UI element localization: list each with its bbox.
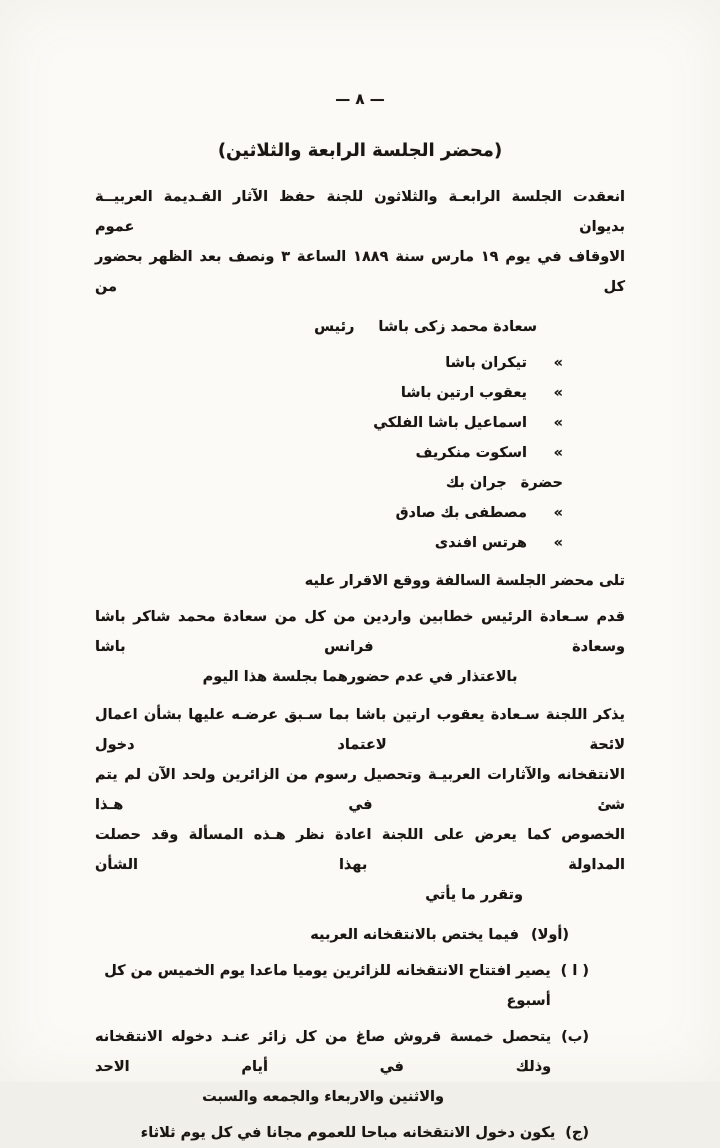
attendee-row (95, 408, 563, 438)
page-content (95, 0, 625, 1148)
reminder-paragraph (95, 700, 625, 910)
attendee-name: هرتس افندى (434, 535, 527, 551)
attendee-row (95, 348, 563, 378)
attendees-list (95, 348, 625, 558)
resolution-heading (95, 920, 569, 950)
attendee-row (95, 528, 563, 558)
ditto-mark: « (553, 415, 563, 431)
apologies-line-1: قدم سـعادة الرئيس خطابين واردين من كل من سعادة محمد شاكر باشا وسعادة فرانس باشا (95, 609, 625, 655)
minutes-approval-line: تلى محضر الجلسة السالفة ووقع الاقرار عليه (304, 573, 625, 589)
attendee-name: مصطفى بك صادق (395, 505, 527, 521)
item-body (95, 956, 551, 1016)
page-number: — ٨ — (335, 90, 385, 108)
resolution-item-c (95, 1118, 589, 1148)
attendee-row (95, 498, 563, 528)
ditto-mark: « (553, 535, 563, 551)
resolution-heading-text: فيما يختص بالانتقخانه العربيه (310, 927, 519, 943)
ditto-mark: « (553, 505, 563, 521)
ditto-mark: « (553, 355, 563, 371)
reminder-line-3: الخصوص كما يعرض على اللجنة اعادة نظر هـذه المسألة وقد حصلت المداولة بهذا الشأن (95, 827, 625, 873)
president-role: رئيس (314, 319, 355, 335)
item-marker: ( ا ) (560, 963, 589, 979)
attendee-row (95, 438, 563, 468)
item-text: يصير افتتاح الانتقخانه للزائرين يوميا ماعدا يوم الخميس من كل أسبوع (104, 963, 551, 1009)
attendee-row (95, 468, 563, 498)
item-text-line-1: يتحصل خمسة قروش صاغ من كل زائر عنـد دخوله الانتقخانه وذلك في أيام الاحد (95, 1029, 552, 1075)
ditto-mark: « (553, 385, 563, 401)
attendee-name: جران بك (445, 475, 507, 491)
reminder-line-1: يذكر اللجنة سـعادة يعقوب ارتين باشا بما سـبق عرضـه عليها بشأن اعمال لائحة لاعتماد دخول (95, 707, 625, 753)
opening-paragraph (95, 182, 625, 302)
item-marker: (ج) (565, 1125, 589, 1141)
item-body (95, 1118, 555, 1148)
president-name: سعادة محمد زكى باشا (378, 319, 537, 335)
president-line (95, 312, 537, 342)
session-title: (محضر الجلسة الرابعة والثلاثين) (217, 140, 503, 161)
item-text-line-2: والاثنين والاربعاء والجمعه والسبت (202, 1089, 445, 1105)
apologies-paragraph (95, 602, 625, 692)
attendee-title: حضرة (520, 475, 563, 491)
resolution-item-b (95, 1022, 589, 1112)
opening-line-1: انعقدت الجلسة الرابعـة والثلاثون للجنة حفظ الآثار القـديمة العربيــة بديوان عموم (95, 189, 625, 235)
attendee-name: اسماعيل باشا الفلكي (373, 415, 527, 431)
attendee-row (95, 378, 563, 408)
opening-line-2: الاوقاف في يوم ١٩ مارس سنة ١٨٨٩ الساعة ٣ ونصف بعد الظهر بحضور كل من (95, 249, 625, 295)
attendee-name: اسكوت منكريف (415, 445, 527, 461)
attendee-name: يعقوب ارتين باشا (400, 385, 527, 401)
resolution-heading-marker: (أولا) (530, 927, 569, 943)
item-body (95, 1022, 551, 1112)
item-marker: (ب) (561, 1029, 589, 1045)
resolution-item-a (95, 956, 589, 1016)
reminder-closing-line: وتقرر ما يأتي (425, 887, 523, 903)
attendee-name: تيكران باشا (445, 355, 527, 371)
item-text: يكون دخول الانتقخانه مباحا للعموم مجانا في كل يوم ثلاثاء (140, 1125, 556, 1141)
ditto-mark: « (553, 445, 563, 461)
apologies-line-2: بالاعتذار في عدم حضورهما بجلسة هذا اليوم (202, 669, 518, 685)
reminder-line-2: الانتقخانه والآثارات العربيـة وتحصيل رسوم من الزائرين ولحد الآن لم يتم شئ في هـذا (95, 767, 625, 813)
